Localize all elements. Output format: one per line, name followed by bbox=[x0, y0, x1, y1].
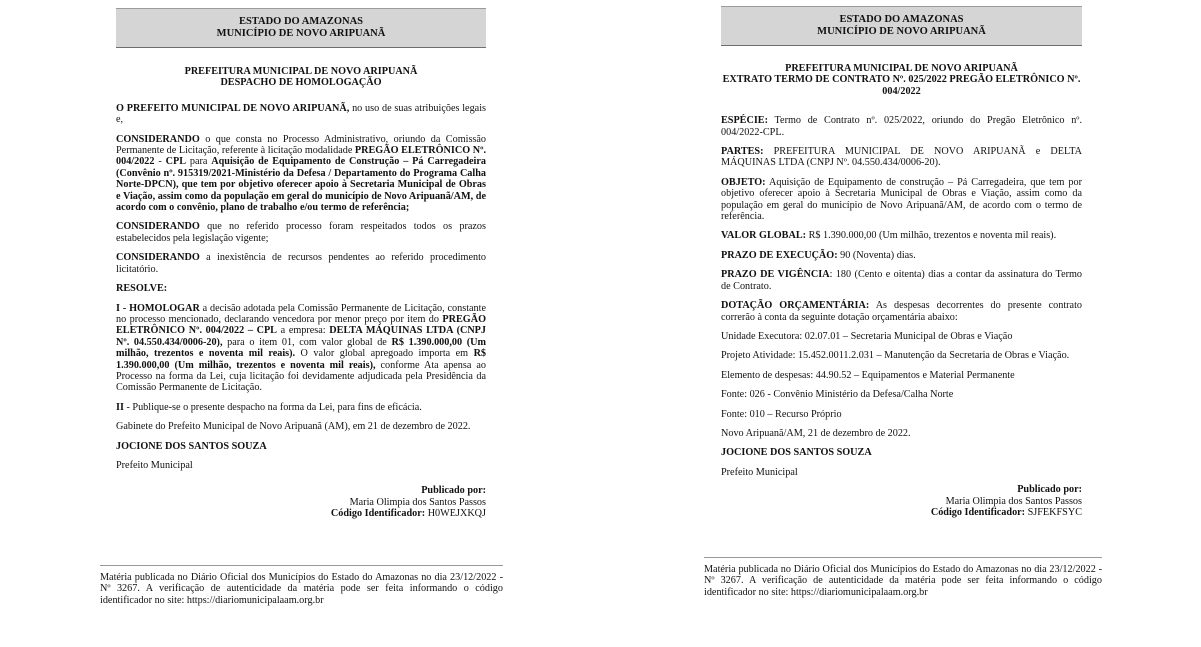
left-code-label: Código Identificador: bbox=[330, 508, 426, 520]
left-document-body bbox=[116, 66, 486, 520]
left-paragraph-gabinete: Gabinete do Prefeito Municipal de Novo Aripuanã (AM), em 21 de dezembro de 2022. bbox=[116, 421, 471, 433]
right-unidade: Unidade Executora: 02.07.01 – Secretaria Municipal de Obras e Viação bbox=[721, 330, 1013, 342]
right-prazo-execucao bbox=[721, 250, 1082, 261]
right-prazo-vig-label: PRAZO DE VIGÊNCIA bbox=[721, 269, 830, 281]
right-header-municipality: MUNICÍPIO DE NOVO ARIPUANÃ bbox=[817, 26, 986, 37]
right-valor-global bbox=[721, 230, 1082, 241]
left-header-municipality: MUNICÍPIO DE NOVO ARIPUANÃ bbox=[216, 28, 386, 39]
left-paragraph-considerando-3 bbox=[116, 252, 486, 275]
left-header-banner bbox=[116, 8, 486, 48]
left-c1-text1: o que consta no Processo Administrativo, oriundo da Comissão Permanente de Licitação, referente à licitação modalidade bbox=[116, 133, 486, 157]
left-header-state: ESTADO DO AMAZONAS bbox=[238, 16, 364, 27]
left-footer: Matéria publicada no Diário Oficial dos Municípios do Estado do Amazonas no dia 23/12/2022 - Nº 3267. A verificação de autenticidade da matéria pode ser feita informando o código identificador no site: https://diariomunicipalaam.org.br bbox=[100, 565, 503, 606]
right-dotacao-text: As despesas decorrentes do presente contrato correrão à conta da seguinte dotação orçamentária abaixo: bbox=[721, 300, 1082, 323]
left-paragraph-considerando-2 bbox=[116, 221, 486, 244]
right-code-value: SJFEKFSYC bbox=[1025, 506, 1082, 518]
left-c1-bold2: PREGÃO ELETRÔNICO Nº. 004/2022 bbox=[116, 145, 486, 168]
left-h-i: O valor global apregoado importa em bbox=[295, 348, 474, 360]
right-especie-label: ESPÉCIE: bbox=[721, 115, 768, 127]
left-c1-bold1: CONSIDERANDO bbox=[116, 133, 200, 145]
left-c2-bold: CONSIDERANDO bbox=[116, 221, 200, 233]
left-h-c: a decisão adotada pela Comissão Permanente de Licitação, constante no processo mencionado, declarando vencedora por menor preço por item do bbox=[116, 302, 486, 325]
left-c3-bold: CONSIDERANDO bbox=[116, 252, 200, 264]
left-pub-name: Maria Olimpia dos Santos Passos bbox=[349, 496, 486, 508]
left-title-line2: DESPACHO DE HOMOLOGAÇÃO bbox=[220, 77, 382, 89]
left-title bbox=[116, 66, 486, 89]
right-fonte-2: Fonte: 010 – Recurso Próprio bbox=[721, 408, 842, 420]
left-h-j: R$ 1.390.000,00 (Um milhão, trezentos e noventa mil reais), bbox=[116, 348, 487, 371]
right-especie-text: Termo de Contrato nº. 025/2022, oriundo do Pregão Eletrônico nº. 004/2022-CPL. bbox=[721, 115, 1082, 138]
right-valor-text: R$ 1.390.000,00 (Um milhão, trezentos e noventa mil reais). bbox=[806, 230, 1057, 242]
right-title-line2: EXTRATO TERMO DE CONTRATO Nº. 025/2022 PREGÃO ELETRÔNICO Nº. 004/2022 bbox=[722, 74, 1081, 97]
right-fonte-1: Fonte: 026 - Convênio Ministério da Defesa/Calha Norte bbox=[721, 389, 954, 401]
left-h-e: a empresa: bbox=[276, 325, 330, 337]
left-signer-role: Prefeito Municipal bbox=[116, 459, 193, 471]
left-publication-block bbox=[116, 485, 486, 519]
left-h-a: I - bbox=[116, 302, 130, 314]
left-signer-name bbox=[116, 441, 486, 452]
right-partes-text: PREFEITURA MUNICIPAL DE NOVO ARIPUANÃ e DELTA MÁQUINAS LTDA (CNPJ Nº. 04.550.434/0006-20). bbox=[721, 146, 1082, 169]
right-signer-name bbox=[721, 447, 1082, 458]
right-dotacao-label: DOTAÇÃO ORÇAMENTÁRIA: bbox=[721, 300, 870, 312]
right-signer-role: Prefeito Municipal bbox=[721, 466, 798, 478]
right-prazo-vig-text: : 180 (Cento e oitenta) dias a contar da assinatura do Termo de Contrato. bbox=[721, 269, 1082, 292]
left-h-f: DELTA MÁQUINAS LTDA (CNPJ Nº. 04.550.434/0006-20), bbox=[116, 325, 486, 348]
left-c3-text: a inexistência de recursos pendentes ao referido procedimento licitatório. bbox=[116, 252, 486, 275]
left-resolve-text: RESOLVE: bbox=[116, 283, 168, 295]
left-c1-text2: - bbox=[154, 156, 166, 168]
left-c1-bold4: Aquisição de Equipamento de Construção – Pá Carregadeira (Convênio nº. 915319/2021-Ministério da Defesa / Departamento do Programa Calha Norte-DPCN), que tem por objetivo oferecer apoio à Secretaria Municipal de Obras e Viação, assim como da população em geral do município de Novo Aripuanã/AM, de acordo com o convênio, plano de trabalho e/ou termo de referência; bbox=[116, 156, 486, 214]
right-especie bbox=[721, 115, 1082, 138]
right-partes-label: PARTES: bbox=[721, 146, 764, 158]
left-paragraph-homologar bbox=[116, 303, 486, 394]
right-projeto: Projeto Atividade: 15.452.0011.2.031 – Manutenção da Secretaria de Obras e Viação. bbox=[721, 350, 1070, 362]
left-paragraph-intro bbox=[116, 103, 486, 126]
right-objeto-label: OBJETO: bbox=[721, 176, 766, 188]
left-code-value: H0WEJXKQJ bbox=[425, 508, 486, 520]
left-pub-bold: II bbox=[116, 401, 124, 413]
right-pub-label: Publicado por: bbox=[1017, 484, 1082, 496]
right-elemento: Elemento de despesas: 44.90.52 – Equipamentos e Material Permanente bbox=[721, 369, 1015, 381]
right-objeto bbox=[721, 177, 1082, 223]
left-intro-bold: O PREFEITO MUNICIPAL DE NOVO ARIPUANÃ, bbox=[116, 102, 350, 114]
right-prazo-vigencia bbox=[721, 269, 1082, 292]
left-signer-text: JOCIONE DOS SANTOS SOUZA bbox=[116, 440, 267, 452]
right-signer-text: JOCIONE DOS SANTOS SOUZA bbox=[721, 447, 872, 459]
right-prazo-exec-text: 90 (Noventa) dias. bbox=[837, 249, 916, 261]
left-h-g: para o item 01, com valor global de bbox=[222, 336, 392, 348]
left-paragraph-considerando-1 bbox=[116, 134, 486, 214]
left-title-line1: PREFEITURA MUNICIPAL DE NOVO ARIPUANÃ bbox=[184, 66, 418, 77]
left-pub-label: Publicado por: bbox=[421, 485, 486, 497]
left-h-b: HOMOLOGAR bbox=[129, 302, 200, 314]
right-dotacao bbox=[721, 300, 1082, 323]
right-partes bbox=[721, 146, 1082, 169]
right-header-banner bbox=[721, 6, 1082, 46]
right-title-line1: PREFEITURA MUNICIPAL DE NOVO ARIPUANÃ bbox=[785, 63, 1018, 74]
left-h-d: PREGÃO ELETRÔNICO Nº. 004/2022 – CPL bbox=[116, 313, 486, 337]
right-title bbox=[721, 63, 1082, 97]
right-objeto-text: Aquisição de Equipamento de construção – Pá Carregadeira, que tem por objetivo oferecer apoio à Secretaria Municipal de Obras e Viação, assim como da população em geral do município de Novo Aripuanã/AM, de acordo com o termo de referência. bbox=[721, 176, 1082, 223]
right-valor-label: VALOR GLOBAL: bbox=[721, 230, 807, 242]
right-local-data: Novo Aripuanã/AM, 21 de dezembro de 2022. bbox=[721, 427, 911, 439]
left-pub-text: - Publique-se o presente despacho na forma da Lei, para fins de eficácia. bbox=[123, 401, 422, 413]
left-h-k: conforme Ata apensa ao Processo na forma da Lei, cuja licitação foi devidamente adjudicada pela Presidência da Comissão Permanente de Licitação. bbox=[116, 359, 487, 394]
right-prazo-exec-label: PRAZO DE EXECUÇÃO: bbox=[721, 249, 838, 261]
right-footer: Matéria publicada no Diário Oficial dos Municípios do Estado do Amazonas no dia 23/12/2022 - Nº 3267. A verificação de autenticidade da matéria pode ser feita informando o código identificador no site: https://diariomunicipalaam.org.br bbox=[704, 557, 1102, 598]
left-resolve-heading bbox=[116, 283, 486, 294]
left-paragraph-publique bbox=[116, 402, 486, 413]
right-document-body bbox=[721, 63, 1082, 518]
right-publication-block bbox=[721, 484, 1082, 518]
right-code-label: Código Identificador: bbox=[930, 506, 1026, 518]
left-c1-bold3: CPL bbox=[165, 156, 186, 168]
left-c1-text3: para bbox=[186, 156, 212, 168]
right-pub-name: Maria Olimpia dos Santos Passos bbox=[945, 495, 1082, 507]
left-h-h: R$ 1.390.000,00 (Um milhão, trezentos e noventa mil reais). bbox=[116, 336, 486, 360]
left-c2-text: que no referido processo foram respeitados todos os prazos estabelecidos pela legislação vigente; bbox=[116, 221, 486, 244]
right-header-state: ESTADO DO AMAZONAS bbox=[839, 14, 964, 25]
left-intro-text: no uso de suas atribuições legais e, bbox=[116, 102, 486, 126]
